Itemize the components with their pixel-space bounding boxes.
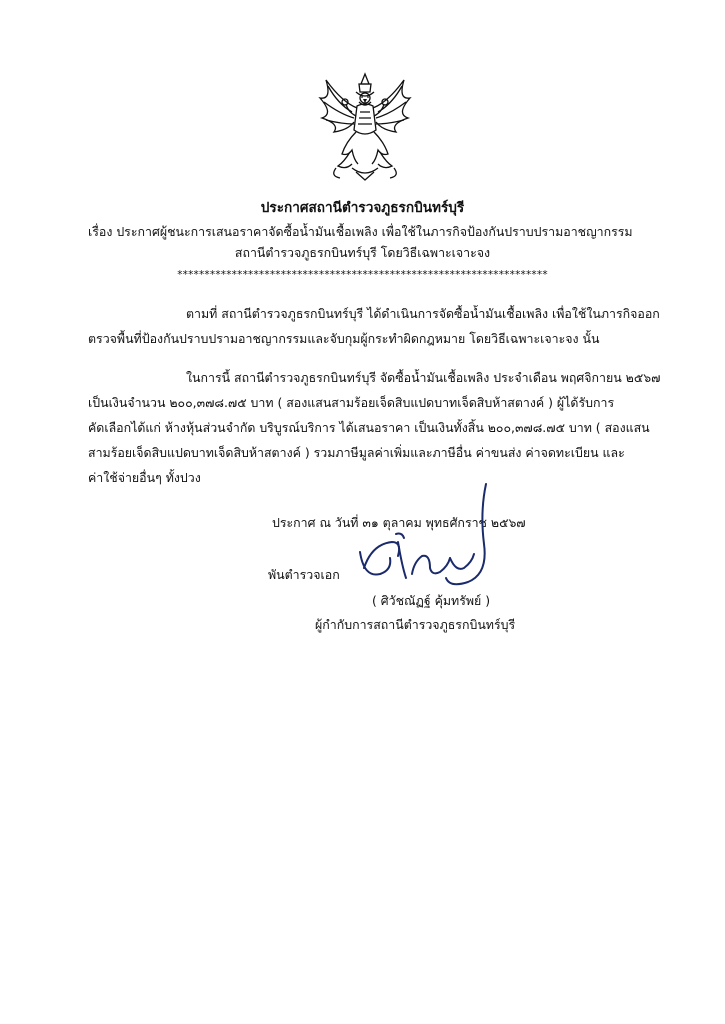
paragraph-2-line-1: ในการนี้ สถานีตำรวจภูธรกบินทร์บุรี จัดซื้อน้ำมันเชื้อเพลิง ประจำเดือน พฤศจิกายน ๒๕๖๗ — [186, 370, 661, 385]
signer-name: ( ศิวัชณัฏฐ์ คุ้มทรัพย์ ) — [372, 593, 491, 608]
paragraph-2-line-5: ค่าใช้จ่ายอื่นๆ ทั้งปวง — [88, 470, 201, 485]
signer-position: ผู้กำกับการสถานีตำรวจภูธรกบินทร์บุรี — [315, 617, 516, 632]
subject-line: เรื่อง ประกาศผู้ชนะการเสนอราคาจัดซื้อน้ำมันเชื้อเพลิง เพื่อใช้ในภารกิจป้องกันปราบปรามอาชญากรรม — [88, 224, 633, 239]
paragraph-1-line-1: ตามที่ สถานีตำรวจภูธรกบินทร์บุรี ได้ดำเนินการจัดซื้อน้ำมันเชื้อเพลิง เพื่อใช้ในภารกิจออก — [186, 306, 660, 321]
announcement-date: ประกาศ ณ วันที่ ๓๑ ตุลาคม พุทธศักราช ๒๕๖๗ — [272, 515, 526, 530]
paragraph-1-line-2: ตรวจพื้นที่ป้องกันปราบปรามอาชญากรรมและจับกุมผู้กระทำผิดกฎหมาย โดยวิธีเฉพาะเจาะจง นั้น — [88, 331, 600, 346]
document-title: ประกาศสถานีตำรวจภูธรกบินทร์บุรี — [260, 200, 465, 216]
paragraph-2-line-4: สามร้อยเจ็ดสิบแปดบาทเจ็ดสิบห้าสตางค์ ) รวมภาษีมูลค่าเพิ่มและภาษีอื่น ค่าขนส่ง ค่าจดทะเบียน และ — [88, 445, 625, 460]
garuda-emblem-icon — [312, 72, 418, 182]
separator-line: ******************************************************************** — [177, 269, 548, 281]
subject-line-continued: สถานีตำรวจภูธรกบินทร์บุรี โดยวิธีเฉพาะเจาะจง — [234, 245, 491, 260]
signer-rank: พันตำรวจเอก — [268, 567, 340, 582]
paragraph-2-line-3: คัดเลือกได้แก่ ห้างหุ้นส่วนจำกัด บริบูรณ์บริการ ได้เสนอราคา เป็นเงินทั้งสิ้น ๒๐๐,๓๗๘.๗๕ บาท ( สองแสน — [88, 420, 650, 435]
handwritten-signature — [350, 482, 510, 598]
paragraph-2-line-2: เป็นเงินจำนวน ๒๐๐,๓๗๘.๗๕ บาท ( สองแสนสามร้อยเจ็ดสิบแปดบาทเจ็ดสิบห้าสตางค์ ) ผู้ได้รับการ — [88, 395, 615, 410]
